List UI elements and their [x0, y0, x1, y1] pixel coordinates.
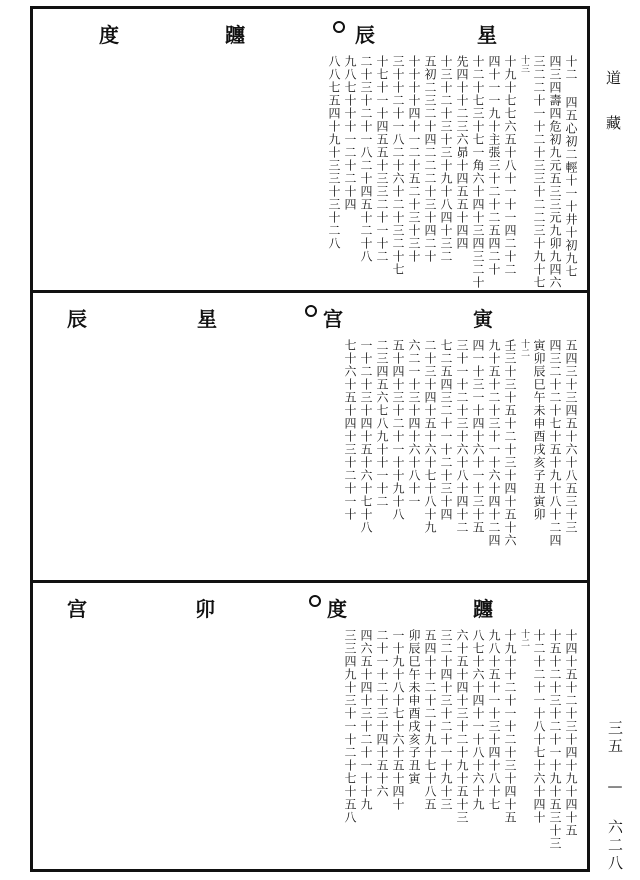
section-header: 星 — [197, 307, 218, 331]
text-column: 四三四壽四危初九元五三三元九卯九四六 — [548, 55, 562, 289]
text-column: 九八十五十一十三十四十八十七 — [487, 629, 501, 811]
section-header: 卯 — [195, 597, 216, 621]
margin-title: 道藏 — [604, 70, 622, 160]
section-header: 躔 — [473, 597, 494, 621]
circle-marker-icon — [305, 305, 317, 317]
text-column: 十二十七三十七一角六十四十三四三二十 — [471, 55, 485, 289]
text-column: 十九十七七六五十八十一十一四二十二 — [503, 55, 517, 276]
text-column: 壬三十三十五十二十三十四十五十六 — [503, 339, 517, 547]
text-columns — [343, 339, 577, 547]
section-header: 辰 — [67, 307, 88, 331]
text-column: 十七十一十四五五十三三二十一十二 — [375, 55, 389, 263]
text-column: 七二五四三二十一十二十三十四 — [439, 339, 453, 521]
text-column: 十二 四五心初二輕十一十井十初九七 — [564, 55, 578, 278]
text-column: 二十一十二十三十四十五十六 — [375, 629, 389, 798]
page-number: 三五 — 六二八 — [606, 720, 624, 873]
text-columns — [327, 55, 577, 289]
text-column: 一十九十八十七十六十五十四十 — [391, 629, 405, 811]
annotation-note: 十二 — [519, 339, 529, 357]
text-column: 三十十二十一八二十六十二十三二十七 — [391, 55, 405, 276]
section-2 — [33, 293, 587, 580]
text-column: 四六五十四十三十二十一十十九 — [359, 629, 373, 811]
circle-marker-icon — [309, 595, 321, 607]
text-column: 二十三十四十五十六十七十八十九 — [423, 339, 437, 534]
text-column: 九八七十十十一二十二十四 — [343, 55, 357, 211]
annotation-note: 十二 — [519, 629, 529, 647]
text-column: 十十十十四十一二十五二十三十三十 — [407, 55, 421, 263]
text-column: 四十一一九十主張三十二十二五四二十 — [487, 55, 501, 276]
text-columns — [343, 629, 577, 850]
text-column: 十四十五十二十三十四十九十四十五 — [564, 629, 578, 837]
text-column: 九十五十二十三十一十六十四十二四 — [487, 339, 501, 547]
text-column: 十九十十二十一十二十三十四十五 — [503, 629, 517, 824]
text-column: 五四三十三四五十六十八五三十三 — [564, 339, 578, 534]
section-header: 度 — [99, 23, 120, 47]
text-column: 三三四九十三十一十二十七十五八 — [343, 629, 357, 824]
circle-marker-icon — [333, 21, 345, 33]
section-header: 寅 — [473, 307, 494, 331]
text-column: 先四十十二三六昴十四五五十四四 — [455, 55, 469, 250]
section-header: 星 — [477, 23, 498, 47]
text-column: 十三十二十三十三十九十八四十三二 — [439, 55, 453, 263]
section-header: 躔 — [225, 23, 246, 47]
text-column: 二十三十二十一八二十四五十二十八 — [359, 55, 373, 263]
text-column: 二三四五六七八九十十一十二 — [375, 339, 389, 508]
text-column: 一十二十三十四十五十六十七十八 — [359, 339, 373, 534]
text-column: 十五十二十三十二十一十九十五三十三 — [548, 629, 562, 850]
section-header: 辰 — [355, 23, 376, 47]
section-header: 宫 — [67, 597, 88, 621]
text-column: 七十六十五十四十三十二十一十 — [343, 339, 357, 521]
text-column: 五初二三二十四二二二十三十四二十 — [423, 55, 437, 263]
text-column: 八八七五四十九十三三十三十二八 — [327, 55, 341, 250]
section-header: 度 — [327, 597, 348, 621]
text-column: 六二一十三十四十六十八十一 — [407, 339, 421, 508]
section-header: 宫 — [323, 307, 344, 331]
section-1 — [33, 9, 587, 290]
text-column: 十二十二十一十八十七十六十四十 — [532, 629, 546, 824]
text-column: 四一十三一十四十六十一十三十五 — [471, 339, 485, 534]
text-column: 寅卯辰巳午未申酉戌亥子丑寅卯 — [532, 339, 546, 521]
section-3 — [33, 583, 587, 869]
text-column: 五四十十二十二十九十七十八五 — [423, 629, 437, 811]
text-column: 三二二十一十二十三三十二二三十九十七 — [532, 55, 546, 289]
annotation-note: 十三 — [519, 55, 529, 73]
text-column: 八七十六十四十一十八十六十九 — [471, 629, 485, 811]
text-column: 五十四十三十二十一十十九十八 — [391, 339, 405, 521]
text-column: 三二十四十三十二十一十九十三 — [439, 629, 453, 811]
text-column: 三十一十二十三十六十八十四十二 — [455, 339, 469, 534]
text-column: 四三二十二十七十五十九十八十二四 — [548, 339, 562, 547]
text-column: 卯辰巳午未申酉戌亥子丑寅 — [407, 629, 421, 785]
text-column: 六十五十四十三十二十九十五十三 — [455, 629, 469, 824]
